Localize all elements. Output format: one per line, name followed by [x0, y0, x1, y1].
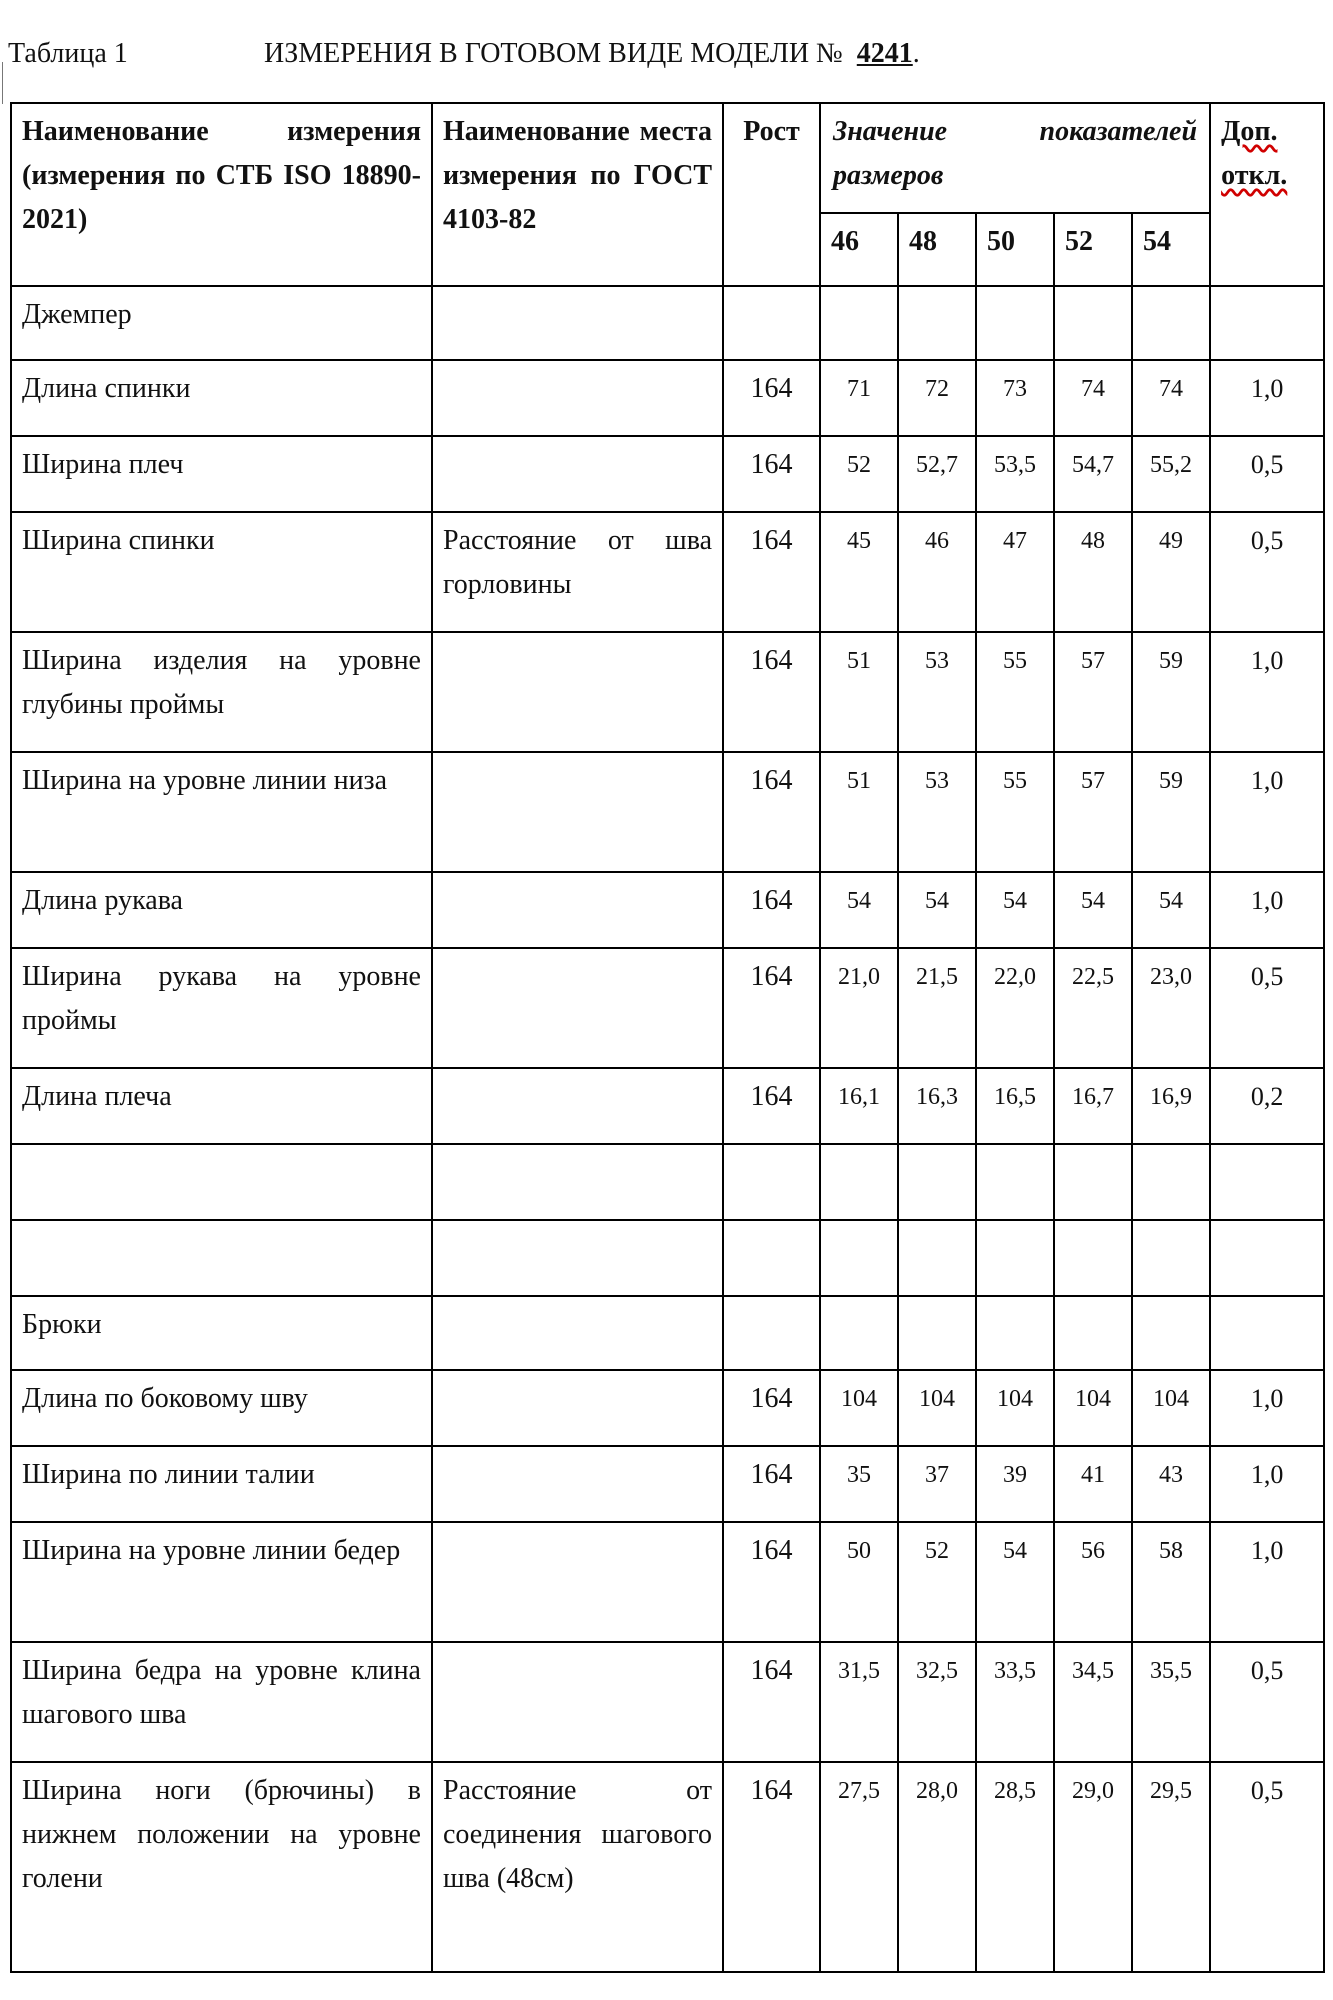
- deviation-value: 1,0: [1210, 360, 1324, 436]
- measurement-place: [432, 872, 723, 948]
- measurement-name: Ширина спинки: [11, 512, 432, 632]
- measurement-place: [432, 1522, 723, 1642]
- measurement-name: Длина плеча: [11, 1068, 432, 1144]
- size-46: 46: [820, 213, 898, 286]
- height-value: 164: [723, 1642, 820, 1762]
- size-value-46: 27,5: [820, 1762, 898, 1972]
- size-value-54: 104: [1132, 1370, 1210, 1446]
- size-value-50: 22,0: [976, 948, 1054, 1068]
- table-row: [11, 512, 1324, 632]
- table-caption: [8, 38, 920, 70]
- height-value: 164: [723, 1446, 820, 1522]
- size-value-52: 22,5: [1054, 948, 1132, 1068]
- size-value-54: 54: [1132, 872, 1210, 948]
- size-value-52: 54: [1054, 872, 1132, 948]
- trousers-rows: [11, 1370, 1324, 1972]
- size-value-52: 57: [1054, 752, 1132, 872]
- table-row: [11, 1642, 1324, 1762]
- size-value-54: 59: [1132, 632, 1210, 752]
- size-value-48: 21,5: [898, 948, 976, 1068]
- size-value-54: 58: [1132, 1522, 1210, 1642]
- deviation-value: 0,5: [1210, 512, 1324, 632]
- size-value-52: 56: [1054, 1522, 1132, 1642]
- size-value-48: 46: [898, 512, 976, 632]
- size-value-54: 16,9: [1132, 1068, 1210, 1144]
- header-deviation-label: Доп. откл.: [1221, 116, 1288, 191]
- size-value-46: 104: [820, 1370, 898, 1446]
- measurement-name: Ширина по линии талии: [11, 1446, 432, 1522]
- size-value-46: 50: [820, 1522, 898, 1642]
- height-value: 164: [723, 1762, 820, 1972]
- measurement-place: [432, 1446, 723, 1522]
- size-value-54: 49: [1132, 512, 1210, 632]
- size-value-46: 21,0: [820, 948, 898, 1068]
- table-row: [11, 360, 1324, 436]
- size-value-46: 52: [820, 436, 898, 512]
- deviation-value: 1,0: [1210, 1446, 1324, 1522]
- size-value-46: 51: [820, 632, 898, 752]
- size-value-52: 48: [1054, 512, 1132, 632]
- height-value: 164: [723, 632, 820, 752]
- deviation-value: 1,0: [1210, 1370, 1324, 1446]
- table-row: [11, 1762, 1324, 1972]
- size-value-52: 41: [1054, 1446, 1132, 1522]
- header-measurement-name: Наименование измерения (измерения по СТБ ISO 18890-2021): [11, 103, 432, 286]
- size-value-50: 16,5: [976, 1068, 1054, 1144]
- size-value-50: 33,5: [976, 1642, 1054, 1762]
- measurement-name: Ширина рукава на уровне проймы: [11, 948, 432, 1068]
- table-title: ИЗМЕРЕНИЯ В ГОТОВОМ ВИДЕ МОДЕЛИ №: [264, 38, 843, 69]
- size-54: 54: [1132, 213, 1210, 286]
- size-value-52: 34,5: [1054, 1642, 1132, 1762]
- header-values-line2: размеров: [833, 160, 944, 191]
- deviation-value: 0,5: [1210, 1762, 1324, 1972]
- table-row: [11, 752, 1324, 872]
- size-value-46: 51: [820, 752, 898, 872]
- size-value-48: 52,7: [898, 436, 976, 512]
- deviation-value: 0,2: [1210, 1068, 1324, 1144]
- table-row: [11, 1446, 1324, 1522]
- header-values-line1: Значение показателей: [833, 116, 1198, 147]
- measurement-place: [432, 360, 723, 436]
- jumper-rows: [11, 360, 1324, 1144]
- measurement-place: [432, 436, 723, 512]
- size-value-52: 54,7: [1054, 436, 1132, 512]
- deviation-value: 0,5: [1210, 436, 1324, 512]
- size-value-48: 32,5: [898, 1642, 976, 1762]
- size-value-50: 53,5: [976, 436, 1054, 512]
- size-value-48: 72: [898, 360, 976, 436]
- measurement-name: Ширина на уровне линии бедер: [11, 1522, 432, 1642]
- size-value-46: 35: [820, 1446, 898, 1522]
- size-value-50: 54: [976, 872, 1054, 948]
- size-value-48: 54: [898, 872, 976, 948]
- measurement-name: Ширина плеч: [11, 436, 432, 512]
- header-deviation: [1210, 103, 1324, 286]
- height-value: 164: [723, 512, 820, 632]
- measurement-name: Ширина бедра на уровне клина шагового шва: [11, 1642, 432, 1762]
- size-value-48: 53: [898, 752, 976, 872]
- size-value-52: 29,0: [1054, 1762, 1132, 1972]
- measurement-place: Расстояние от соединения шагового шва (48см): [432, 1762, 723, 1972]
- measurement-name: Ширина ноги (брючины) в нижнем положении на уровне голени: [11, 1762, 432, 1972]
- size-value-46: 71: [820, 360, 898, 436]
- size-value-52: 57: [1054, 632, 1132, 752]
- size-value-54: 59: [1132, 752, 1210, 872]
- height-value: 164: [723, 360, 820, 436]
- measurement-name: Длина рукава: [11, 872, 432, 948]
- size-value-48: 104: [898, 1370, 976, 1446]
- size-value-50: 55: [976, 632, 1054, 752]
- empty-row: [11, 1144, 1324, 1220]
- measurement-place: [432, 632, 723, 752]
- size-value-46: 16,1: [820, 1068, 898, 1144]
- size-48: 48: [898, 213, 976, 286]
- size-value-48: 53: [898, 632, 976, 752]
- header-row: [11, 103, 1324, 213]
- measurement-place: Расстояние от шва горловины: [432, 512, 723, 632]
- size-value-54: 43: [1132, 1446, 1210, 1522]
- height-value: 164: [723, 752, 820, 872]
- section-row-trousers: [11, 1296, 1324, 1370]
- deviation-value: 0,5: [1210, 948, 1324, 1068]
- measurement-place: [432, 948, 723, 1068]
- measurement-name: Длина спинки: [11, 360, 432, 436]
- deviation-value: 1,0: [1210, 1522, 1324, 1642]
- size-50: 50: [976, 213, 1054, 286]
- size-value-50: 54: [976, 1522, 1054, 1642]
- size-value-46: 54: [820, 872, 898, 948]
- measurement-place: [432, 1068, 723, 1144]
- table-row: [11, 1370, 1324, 1446]
- deviation-value: 1,0: [1210, 752, 1324, 872]
- size-value-54: 23,0: [1132, 948, 1210, 1068]
- size-value-54: 35,5: [1132, 1642, 1210, 1762]
- size-value-48: 37: [898, 1446, 976, 1522]
- height-value: 164: [723, 436, 820, 512]
- size-52: 52: [1054, 213, 1132, 286]
- deviation-value: 0,5: [1210, 1642, 1324, 1762]
- size-value-46: 31,5: [820, 1642, 898, 1762]
- size-value-50: 104: [976, 1370, 1054, 1446]
- measurement-place: [432, 1370, 723, 1446]
- section-row-jumper: [11, 286, 1324, 360]
- text-cursor: [2, 62, 3, 104]
- size-value-54: 55,2: [1132, 436, 1210, 512]
- size-value-46: 45: [820, 512, 898, 632]
- deviation-value: 1,0: [1210, 632, 1324, 752]
- measurement-place: [432, 1642, 723, 1762]
- measurement-name: Длина по боковому шву: [11, 1370, 432, 1446]
- height-value: 164: [723, 1068, 820, 1144]
- size-value-52: 16,7: [1054, 1068, 1132, 1144]
- size-value-54: 74: [1132, 360, 1210, 436]
- model-number: 4241: [856, 38, 913, 69]
- table-row: [11, 1068, 1324, 1144]
- section-title-trousers: Брюки: [11, 1296, 432, 1370]
- size-value-50: 39: [976, 1446, 1054, 1522]
- measurements-table: [10, 102, 1325, 1973]
- deviation-value: 1,0: [1210, 872, 1324, 948]
- table-row: [11, 436, 1324, 512]
- table-row: [11, 872, 1324, 948]
- empty-row: [11, 1220, 1324, 1296]
- size-value-50: 55: [976, 752, 1054, 872]
- size-value-52: 104: [1054, 1370, 1132, 1446]
- header-size-values: [820, 103, 1210, 213]
- title-suffix: .: [912, 38, 920, 69]
- height-value: 164: [723, 1370, 820, 1446]
- size-value-48: 28,0: [898, 1762, 976, 1972]
- height-value: 164: [723, 1522, 820, 1642]
- section-title-jumper: Джемпер: [11, 286, 432, 360]
- table-label: Таблица 1: [8, 38, 128, 69]
- table-row: [11, 948, 1324, 1068]
- header-height: Рост: [723, 103, 820, 286]
- size-value-50: 73: [976, 360, 1054, 436]
- size-value-52: 74: [1054, 360, 1132, 436]
- height-value: 164: [723, 872, 820, 948]
- size-value-50: 28,5: [976, 1762, 1054, 1972]
- measurement-name: Ширина на уровне линии низа: [11, 752, 432, 872]
- table-row: [11, 1522, 1324, 1642]
- measurement-name: Ширина изделия на уровне глубины проймы: [11, 632, 432, 752]
- header-measurement-place: Наименование места измерения по ГОСТ 4103-82: [432, 103, 723, 286]
- size-value-50: 47: [976, 512, 1054, 632]
- size-value-48: 52: [898, 1522, 976, 1642]
- table-row: [11, 632, 1324, 752]
- height-value: 164: [723, 948, 820, 1068]
- size-value-48: 16,3: [898, 1068, 976, 1144]
- size-value-54: 29,5: [1132, 1762, 1210, 1972]
- measurement-place: [432, 752, 723, 872]
